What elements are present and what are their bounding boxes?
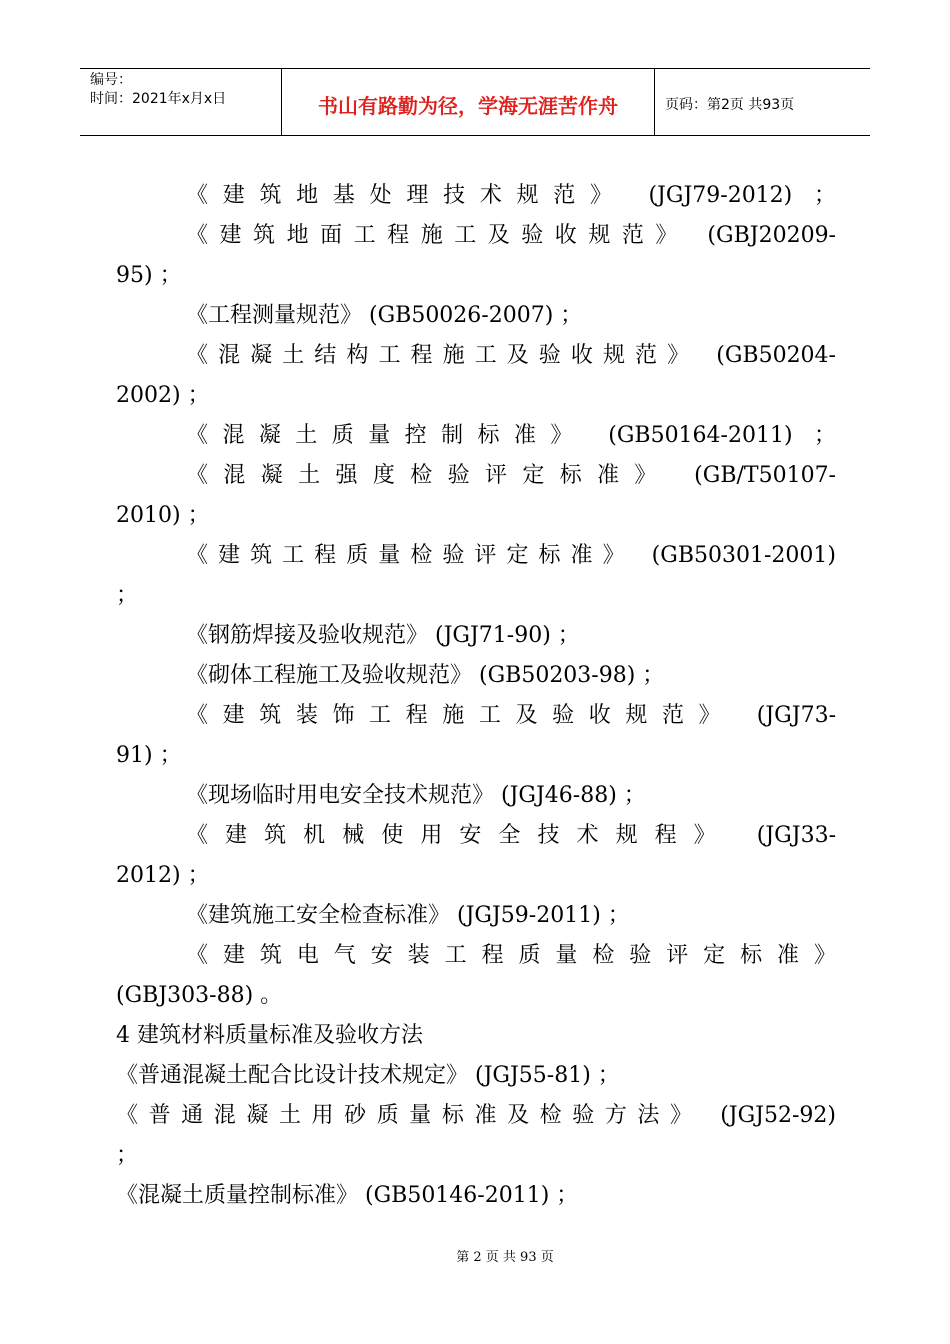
text-line: 《普通混凝土配合比设计技术规定》 (JGJ55-81) ； <box>116 1063 620 1088</box>
text-line: 《建筑装饰工程施工及验收规范》 (JGJ73- <box>186 703 836 728</box>
text-line: 91) ； <box>116 743 182 768</box>
text-line: 《建筑施工安全检查标准》 (JGJ59-2011) ； <box>186 903 630 928</box>
text-line: 《钢筋焊接及验收规范》 (JGJ71-90) ； <box>186 623 580 648</box>
text-line: 《混凝土结构工程施工及验收规范》 (GB50204- <box>186 343 836 368</box>
text-line: ； <box>116 583 139 608</box>
text-line: ； <box>116 1143 139 1168</box>
number-label: 编号： <box>90 72 132 88</box>
text-line: 《建筑工程质量检验评定标准》 (GB50301-2001) <box>186 543 836 568</box>
text-line: 《建筑地面工程施工及验收规范》 (GBJ20209- <box>186 223 836 248</box>
text-line: 《混凝土质量控制标准》 (GB50164-2011) ； <box>186 423 836 448</box>
text-line: 《现场临时用电安全技术规范》 (JGJ46-88) ； <box>186 783 646 808</box>
header-motto: 书山有路勤为径，学海无涯苦作舟 <box>282 69 655 135</box>
text-line: 95) ； <box>116 263 182 288</box>
text-line: 《普通混凝土用砂质量标准及检验方法》 (JGJ52-92) <box>116 1103 836 1128</box>
text-line: 《砌体工程施工及验收规范》 (GB50203-98) ； <box>186 663 665 688</box>
text-line: 《混凝土质量控制标准》 (GB50146-2011) ； <box>116 1183 579 1208</box>
text-line: 《工程测量规范》 (GB50026-2007) ； <box>186 303 583 328</box>
text-line: 2010) ； <box>116 503 210 528</box>
text-line: 2002) ； <box>116 383 210 408</box>
page-footer: 第 2 页 共 93 页 <box>456 1250 554 1265</box>
time-label: 时间：2021年x月x日 <box>90 91 227 107</box>
text-line: 《建筑机械使用安全技术规程》 (JGJ33- <box>186 823 836 848</box>
text-line: 《建筑地基处理技术规范》 (JGJ79-2012) ； <box>186 183 836 208</box>
section-heading: 4 建筑材料质量标准及验收方法 <box>116 1023 423 1048</box>
text-line: 2012) ； <box>116 863 210 888</box>
text-line: 《混凝土强度检验评定标准》 (GB/T50107- <box>186 463 836 488</box>
text-line: 《建筑电气安装工程质量检验评定标准》 <box>186 943 836 968</box>
text-line: (GBJ303-88) 。 <box>116 983 283 1008</box>
header-page-info: 页码：第2页 共93页 <box>665 97 795 113</box>
